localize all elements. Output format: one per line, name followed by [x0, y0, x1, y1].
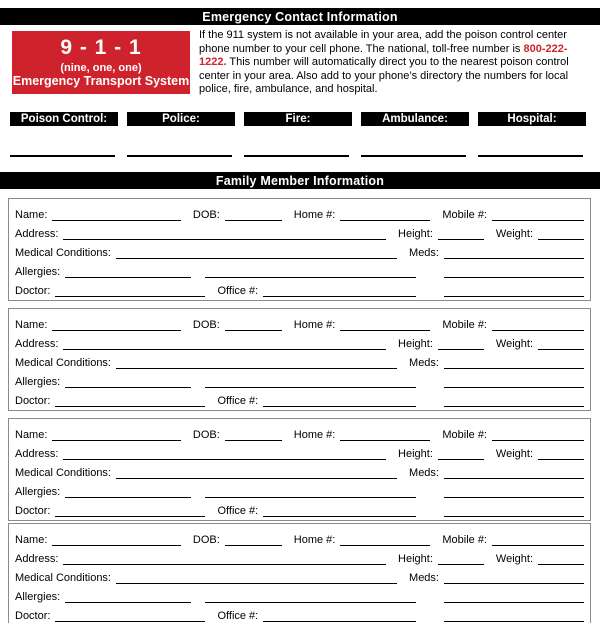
dob-label: DOB:: [192, 429, 220, 441]
badge-911-words: (nine, one, one): [60, 61, 142, 74]
meds-continuation-line-2: [444, 284, 584, 297]
height-label: Height:: [398, 338, 433, 350]
meds-continuation-line-2: [444, 394, 584, 407]
mobile-phone-blank-line: [492, 318, 584, 331]
mobile-phone-blank-line: [492, 208, 584, 221]
name-label: Name:: [15, 429, 48, 441]
allergies-label: Allergies:: [15, 376, 61, 388]
family-member-block-4: [8, 523, 591, 623]
dob-blank-line: [225, 533, 282, 546]
doctor-blank-line: [55, 284, 205, 297]
name-blank-line: [52, 318, 180, 331]
height-label: Height:: [398, 553, 433, 565]
meds-continuation-line-2: [444, 504, 584, 517]
weight-label: Weight:: [495, 553, 533, 565]
home-phone-label: Home #:: [293, 319, 336, 331]
allergies-label: Allergies:: [15, 486, 61, 498]
poison-control-phone-number: 800-222-1222.: [199, 42, 568, 69]
medical-conditions-label: Medical Conditions:: [15, 572, 111, 584]
dob-blank-line: [225, 208, 282, 221]
contact-col-ambulance: [361, 112, 469, 157]
dob-blank-line: [225, 428, 282, 441]
family-member-block-1: [8, 198, 591, 301]
hospital-blank-line: [478, 155, 583, 157]
doctor-label: Doctor:: [15, 610, 51, 622]
home-phone-label: Home #:: [293, 429, 336, 441]
allergies-continuation-line: [205, 375, 416, 388]
member-row-address: [15, 221, 584, 240]
weight-blank-line: [538, 447, 584, 460]
weight-label: Weight:: [495, 338, 533, 350]
medical-conditions-blank-line: [116, 466, 397, 479]
member-row-allergies: [15, 259, 584, 278]
meds-blank-line: [444, 466, 584, 479]
medical-conditions-label: Medical Conditions:: [15, 357, 111, 369]
mobile-phone-label: Mobile #:: [442, 429, 487, 441]
member-row-medical: [15, 460, 584, 479]
height-blank-line: [438, 227, 484, 240]
dob-label: DOB:: [192, 319, 220, 331]
doctor-blank-line: [55, 609, 205, 622]
mobile-phone-blank-line: [492, 533, 584, 546]
intro-paragraph-after: This number will automatically direct you to the nearest poison control center in your area. Also add to your phone’s directory the numbers for local police, fire, ambulance, and hospital.: [199, 56, 569, 96]
address-label: Address:: [15, 448, 59, 460]
allergies-label: Allergies:: [15, 591, 61, 603]
emergency-contacts-row: [10, 112, 586, 157]
family-section-title: [0, 172, 600, 189]
poison-control-blank-line: [10, 155, 115, 157]
height-blank-line: [438, 447, 484, 460]
allergies-label: Allergies:: [15, 266, 61, 278]
meds-blank-line: [444, 246, 584, 259]
medical-conditions-blank-line: [116, 246, 397, 259]
name-label: Name:: [15, 319, 48, 331]
meds-continuation-line: [444, 590, 584, 603]
medical-conditions-blank-line: [116, 356, 397, 369]
mobile-phone-label: Mobile #:: [442, 209, 487, 221]
family-section-title-text: Family Member Information: [215, 173, 385, 188]
member-row-name: [15, 312, 584, 331]
doctor-label: Doctor:: [15, 505, 51, 517]
meds-blank-line: [444, 571, 584, 584]
allergies-blank-line: [65, 485, 191, 498]
mobile-phone-label: Mobile #:: [442, 319, 487, 331]
allergies-blank-line: [65, 265, 191, 278]
member-row-address: [15, 441, 584, 460]
office-phone-blank-line: [263, 394, 416, 407]
badge-system-label: Emergency Transport System: [12, 74, 190, 89]
mobile-phone-blank-line: [492, 428, 584, 441]
meds-blank-line: [444, 356, 584, 369]
member-row-allergies: [15, 369, 584, 388]
medical-conditions-label: Medical Conditions:: [15, 247, 111, 259]
name-blank-line: [52, 533, 180, 546]
intro-paragraph-before: If the 911 system is not available in your area, add the poison control center phone number to your cell phone. The national, toll-free number is: [199, 29, 567, 55]
height-label: Height:: [398, 448, 433, 460]
member-row-address: [15, 331, 584, 350]
allergies-blank-line: [65, 590, 191, 603]
address-label: Address:: [15, 228, 59, 240]
meds-continuation-line: [444, 485, 584, 498]
office-phone-label: Office #:: [217, 505, 259, 517]
meds-continuation-line: [444, 375, 584, 388]
weight-blank-line: [538, 227, 584, 240]
home-phone-blank-line: [340, 318, 430, 331]
office-phone-label: Office #:: [217, 610, 259, 622]
office-phone-blank-line: [263, 284, 416, 297]
meds-continuation-line-2: [444, 609, 584, 622]
member-row-name: [15, 527, 584, 546]
allergies-continuation-line: [205, 265, 416, 278]
page-title: [0, 8, 600, 25]
page-title-text: Emergency Contact Information: [202, 9, 398, 24]
meds-label: Meds:: [409, 467, 439, 479]
fire-blank-line: [244, 155, 349, 157]
member-row-doctor: [15, 498, 584, 517]
member-row-medical: [15, 565, 584, 584]
member-row-allergies: [15, 479, 584, 498]
hospital-label: Hospital:: [478, 112, 586, 126]
member-row-address: [15, 546, 584, 565]
office-phone-blank-line: [263, 504, 416, 517]
office-phone-blank-line: [263, 609, 416, 622]
address-label: Address:: [15, 553, 59, 565]
family-member-block-3: [8, 418, 591, 521]
dob-label: DOB:: [192, 209, 220, 221]
poison-control-label: Poison Control:: [10, 112, 118, 126]
dob-label: DOB:: [192, 534, 220, 546]
name-label: Name:: [15, 534, 48, 546]
member-row-medical: [15, 240, 584, 259]
ambulance-blank-line: [361, 155, 466, 157]
member-row-name: [15, 422, 584, 441]
home-phone-label: Home #:: [293, 534, 336, 546]
family-member-block-2: [8, 308, 591, 411]
contact-col-poison-control: [10, 112, 118, 157]
ambulance-label: Ambulance:: [361, 112, 469, 126]
member-row-medical: [15, 350, 584, 369]
height-label: Height:: [398, 228, 433, 240]
doctor-blank-line: [55, 394, 205, 407]
weight-blank-line: [538, 552, 584, 565]
home-phone-blank-line: [340, 208, 430, 221]
member-row-doctor: [15, 278, 584, 297]
contact-col-hospital: [478, 112, 586, 157]
weight-label: Weight:: [495, 448, 533, 460]
badge-911-number: 9 - 1 - 1: [60, 36, 142, 60]
address-blank-line: [63, 447, 386, 460]
height-blank-line: [438, 337, 484, 350]
medical-conditions-label: Medical Conditions:: [15, 467, 111, 479]
address-label: Address:: [15, 338, 59, 350]
dob-blank-line: [225, 318, 282, 331]
contact-col-fire: [244, 112, 352, 157]
allergies-blank-line: [65, 375, 191, 388]
home-phone-blank-line: [340, 533, 430, 546]
intro-paragraph: [199, 29, 588, 97]
medical-conditions-blank-line: [116, 571, 397, 584]
allergies-continuation-line: [205, 485, 416, 498]
weight-label: Weight:: [495, 228, 533, 240]
meds-label: Meds:: [409, 357, 439, 369]
name-blank-line: [52, 428, 180, 441]
member-row-doctor: [15, 603, 584, 622]
intro-section: [12, 31, 588, 97]
meds-label: Meds:: [409, 572, 439, 584]
meds-continuation-line: [444, 265, 584, 278]
doctor-blank-line: [55, 504, 205, 517]
name-blank-line: [52, 208, 180, 221]
member-row-doctor: [15, 388, 584, 407]
office-phone-label: Office #:: [217, 285, 259, 297]
doctor-label: Doctor:: [15, 395, 51, 407]
meds-label: Meds:: [409, 247, 439, 259]
doctor-label: Doctor:: [15, 285, 51, 297]
office-phone-label: Office #:: [217, 395, 259, 407]
address-blank-line: [63, 337, 386, 350]
mobile-phone-label: Mobile #:: [442, 534, 487, 546]
home-phone-label: Home #:: [293, 209, 336, 221]
home-phone-blank-line: [340, 428, 430, 441]
height-blank-line: [438, 552, 484, 565]
fire-label: Fire:: [244, 112, 352, 126]
police-label: Police:: [127, 112, 235, 126]
allergies-continuation-line: [205, 590, 416, 603]
contact-col-police: [127, 112, 235, 157]
name-label: Name:: [15, 209, 48, 221]
member-row-allergies: [15, 584, 584, 603]
address-blank-line: [63, 227, 386, 240]
police-blank-line: [127, 155, 232, 157]
member-row-name: [15, 202, 584, 221]
weight-blank-line: [538, 337, 584, 350]
911-badge: [12, 31, 190, 94]
address-blank-line: [63, 552, 386, 565]
